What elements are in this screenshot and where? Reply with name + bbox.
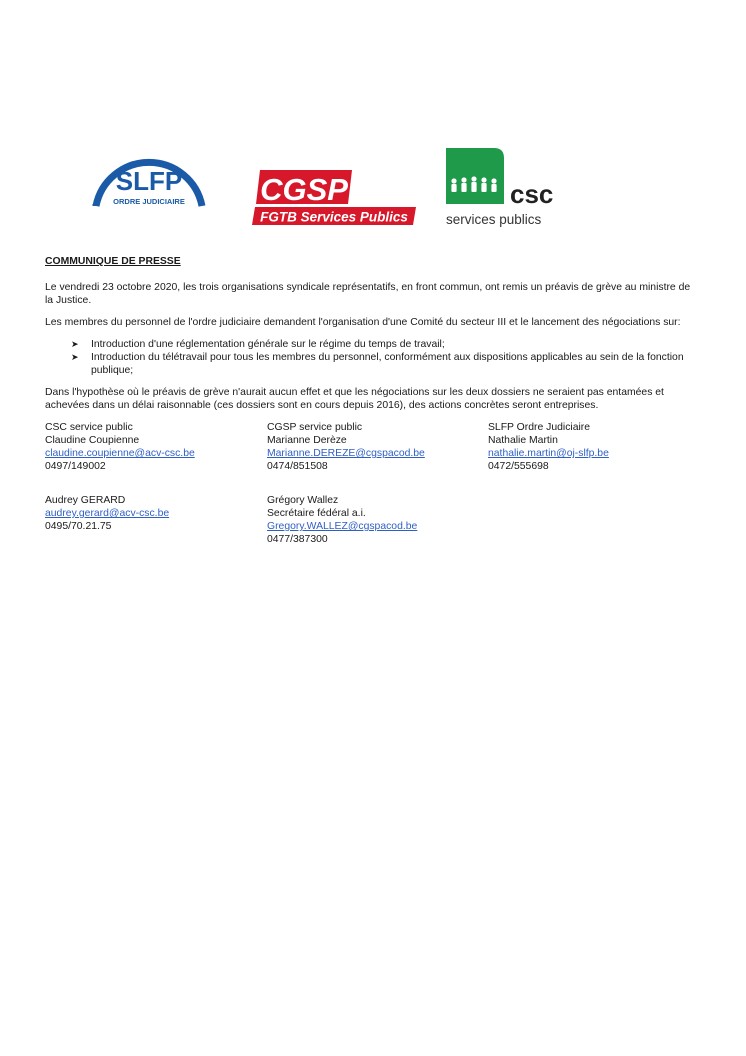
document-heading: COMMUNIQUE DE PRESSE (45, 256, 181, 267)
svg-text:csc: csc (510, 179, 554, 209)
contact-name: Marianne Derèze (267, 435, 347, 446)
contacts-block (45, 421, 700, 561)
contact-email-link[interactable]: nathalie.martin@oj-slfp.be (488, 448, 609, 459)
contact-email-link[interactable]: claudine.coupienne@acv-csc.be (45, 448, 195, 459)
contact-cgsp-second (267, 494, 487, 546)
arrow-bullet-icon: ➤ (71, 352, 79, 362)
contact-phone: 0495/70.21.75 (45, 521, 112, 532)
slfp-logo (90, 138, 208, 210)
contact-slfp (488, 421, 708, 473)
demands-list (45, 338, 700, 377)
svg-text:CGSP: CGSP (260, 172, 348, 207)
contact-phone: 0472/555698 (488, 461, 549, 472)
svg-text:ORDRE JUDICIAIRE: ORDRE JUDICIAIRE (113, 197, 185, 206)
paragraph-intro: Le vendredi 23 octobre 2020, les trois organisations syndicale représentatifs, en front commun, ont remis un préavis de grève au ministre de la Justice. (45, 282, 691, 306)
contact-email-link[interactable]: audrey.gerard@acv-csc.be (45, 508, 170, 519)
contact-phone: 0497/149002 (45, 461, 106, 472)
contact-cgsp (267, 421, 487, 473)
contact-phone: 0477/387300 (267, 534, 328, 545)
list-item: ➤ Introduction du télétravail pour tous les membres du personnel, conformément aux dispositions applicables au sein de la fonction publique; (71, 352, 684, 376)
svg-text:services publics: services publics (446, 212, 542, 227)
csc-logo (444, 148, 570, 230)
contact-org: CSC service public (45, 422, 133, 433)
contact-name: Grégory Wallez (267, 495, 339, 506)
contact-csc (45, 421, 265, 473)
contact-name: Audrey GERARD (45, 495, 126, 506)
paragraph-conditions: Dans l'hypothèse où le préavis de grève n'aurait aucun effet et que les négociations sur les deux dossiers ne seraient pas entamées et achevées dans un délai raisonnable (ces dossiers sont en cours depuis 2016), des actions concrètes seront entreprises. (45, 387, 664, 411)
contact-name: Nathalie Martin (488, 435, 558, 446)
press-release-body (45, 255, 700, 561)
svg-text:FGTB Services Publics: FGTB Services Publics (260, 209, 408, 225)
contact-phone: 0474/851508 (267, 461, 328, 472)
contact-email-link[interactable]: Gregory.WALLEZ@cgspacod.be (267, 521, 418, 532)
contact-title: Secrétaire fédéral a.i. (267, 508, 366, 519)
svg-text:SLFP: SLFP (115, 166, 183, 196)
contact-org: CGSP service public (267, 422, 363, 433)
arrow-bullet-icon: ➤ (71, 339, 79, 349)
list-item: ➤ Introduction d'une réglementation générale sur le régime du temps de travail; (71, 339, 445, 350)
cgsp-logo (250, 168, 418, 228)
contact-email-link[interactable]: Marianne.DEREZE@cgspacod.be (267, 448, 425, 459)
contact-csc-second (45, 494, 265, 533)
contact-org: SLFP Ordre Judiciaire (488, 422, 591, 433)
contact-name: Claudine Coupienne (45, 435, 140, 446)
paragraph-demands: Les membres du personnel de l'ordre judiciaire demandent l'organisation d'une Comité du secteur III et le lancement des négociations sur: (45, 317, 681, 328)
